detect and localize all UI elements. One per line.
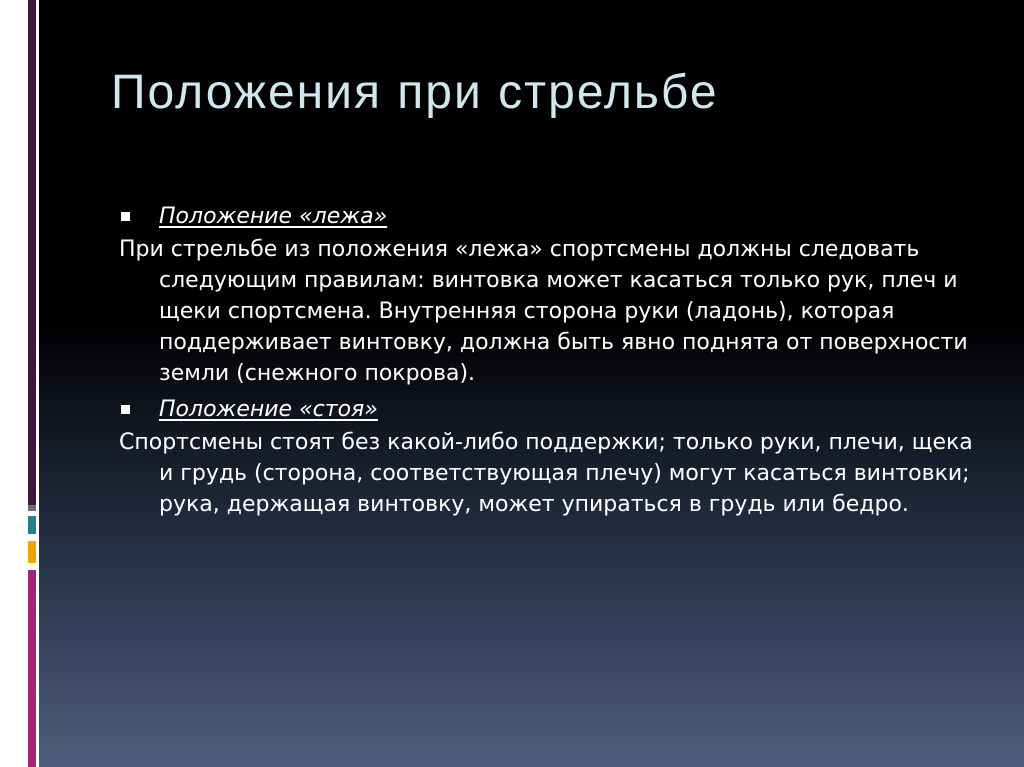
slide-canvas bbox=[39, 0, 1024, 767]
slide-body bbox=[119, 200, 979, 524]
bullet-standing bbox=[119, 393, 979, 427]
bullet-prone bbox=[119, 200, 979, 234]
bullet-label-standing: Положение «стоя» bbox=[159, 397, 378, 422]
side-accent-bar-gray bbox=[28, 505, 36, 511]
square-bullet-icon bbox=[121, 405, 130, 414]
side-accent-bar-orange bbox=[28, 541, 36, 563]
side-accent-bar-purple bbox=[28, 0, 36, 505]
slide-title: Положения при стрельбе bbox=[111, 66, 719, 119]
side-accent-bar-teal bbox=[28, 516, 36, 534]
side-accent-bar-magenta bbox=[28, 570, 36, 767]
paragraph-standing: Спортсмены стоят без какой-либо поддержки; только руки, плечи, щека и грудь (сторона, соответствующая плечу) могут касаться винтовки; рука, держащая винтовку, может упираться в грудь или бедро. bbox=[119, 430, 973, 517]
bullet-label-prone: Положение «лежа» bbox=[159, 204, 388, 229]
square-bullet-icon bbox=[121, 212, 130, 221]
paragraph-prone: При стрельбе из положения «лежа» спортсмены должны следовать следующим правилам: винтовка может касаться только рук, плеч и щеки спортсмена. Внутренняя сторона руки (ладонь), которая поддерживает винтовку, должна быть явно поднята от поверхности земли (снежного покрова). bbox=[119, 237, 968, 386]
